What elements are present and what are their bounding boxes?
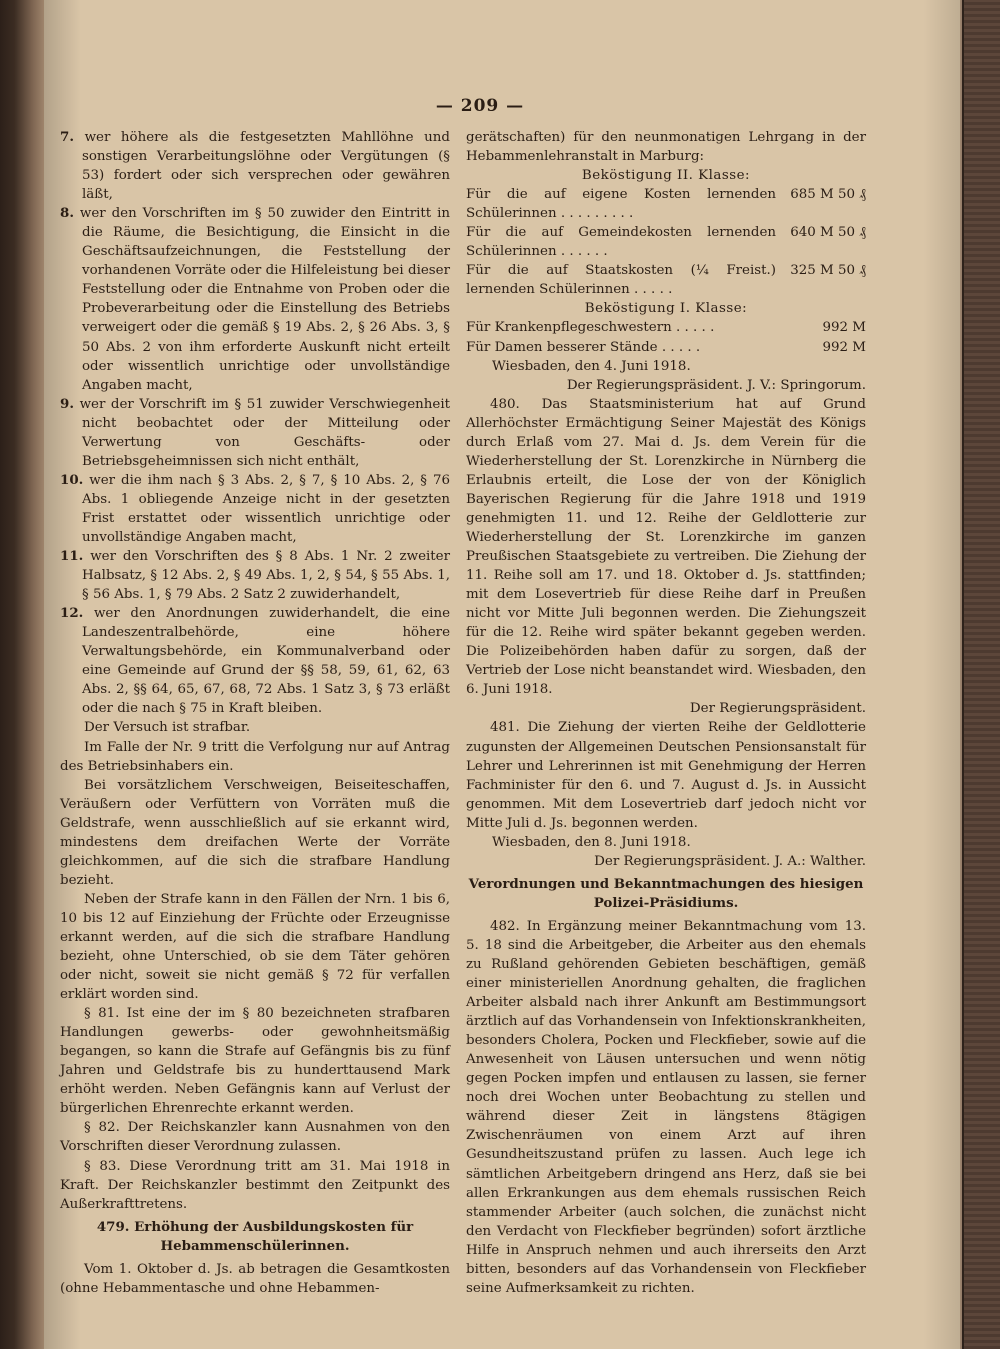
date-line: Wiesbaden, den 8. Juni 1918. — [492, 834, 691, 850]
page-number: — 209 — — [435, 96, 525, 116]
notice-481: 481. Die Ziehung der vierten Reihe der Geldlotterie zugunsten der Allgemeinen Deutschen Pensionsanstalt für Lehrer und Lehrerinnen ist mit Genehmigung der Herren Fachminister für den 6. und 7. August d. Js. in Aussicht genommen. Mit dem Losevertrieb darf jedoch nicht vor Mitte Juli d. Js. begonnen werden. — [466, 720, 866, 831]
fee-row — [466, 318, 866, 337]
fee-amount: 992 M — [822, 320, 866, 336]
item-number: 11. — [60, 548, 84, 565]
paragraph: § 81. Ist eine der im § 80 bezeichneten strafbaren Handlungen gewerbs- oder gewohnheitsmäßig begangen, so kann die Strafe auf Gefängnis bis zu fünf Jahren und Geldstrafe bis zu hunderttausend Mark erhöht werden. Neben Gefängnis kann auf Verlust der bürgerlichen Ehrenrechte erkannt werden. — [60, 1006, 450, 1117]
paragraph: § 82. Der Reichskanzler kann Ausnahmen von den Vorschriften dieser Verordnung zulassen. — [60, 1120, 450, 1155]
fee-row — [466, 185, 866, 223]
list-item — [60, 128, 450, 204]
item-text: wer den Anordnungen zuwiderhandelt, die eine Landeszentralbehörde, eine höhere Verwaltungsbehörde, ein Kommunalverband oder eine Gemeinde auf Grund der §§ 58, 59, 61, 62, 63 Abs. 2, §§ 64, 65, 67, 68, 72 Abs. 1 Satz 3, § 73 erläßt oder die nach § 75 in Kraft bleiben. — [82, 606, 450, 717]
fee-label: Für Damen besserer Stände . . . . . — [466, 339, 701, 355]
date-line: Wiesbaden, den 4. Juni 1918. — [492, 358, 691, 374]
notice-482: 482. In Ergänzung meiner Bekanntmachung vom 13. 5. 18 sind die Arbeitgeber, die Arbeiter aus den ehemals zu Rußland gehörenden Gebieten beschäftigen, gemäß einer ministeriellen Anordnung gehalten, die fraglichen Arbeiter alsbald nach ihrer Ankunft am Bestimmungsort ärztlich auf das Vorhandensein von Infektionskrankheiten, besonders Cholera, Pocken und Fleckfieber, sowie auf die Anwesenheit von Läusen untersuchen und wenn nötig gegen Pocken impfen und entlausen zu lassen, sie ferner noch drei Wochen unter Beobachtung zu stellen und während dieser Zeit in längstens 8tägigen Zwischenräumen von einem Arzt auf ihren Gesundheitszustand prüfen zu lassen. Auch lege ich sämtlichen Arbeitgebern dringend ans Herz, daß sie bei allen Erkrankungen aus dem ehemals russischen Reich stammender Arbeiter (auch solchen, die zunächst nicht den Verdacht von Fleckfieber begründen) sofort ärztliche Hilfe in Anspruch nehmen und auch ihrerseits den Arzt bitten, besonders auf das Vorhandensein von Fleckfieber seine Aufmerksamkeit zu richten. — [466, 918, 866, 1296]
fee-row — [466, 223, 866, 261]
item-text: wer die ihm nach § 3 Abs. 2, § 7, § 10 Abs. 2, § 76 Abs. 1 obliegende Anzeige nicht in der gesetzten Frist erstattet oder wissentlich unrichtige oder unvollständige Angaben macht, — [82, 472, 450, 545]
board-class-2-heading: Beköstigung II. Klasse: — [581, 168, 751, 184]
fee-amount: 325 M 50 ₰ — [790, 263, 866, 279]
item-number: 9. — [60, 395, 74, 412]
item-text: wer den Vorschriften des § 8 Abs. 1 Nr. 2 zweiter Halbsatz, § 12 Abs. 2, § 49 Abs. 1, 2, § 54, § 55 Abs. 1, § 56 Abs. 1, § 79 Abs. 2 Satz 2 zuwiderhandelt, — [82, 549, 450, 603]
board-class-1-heading: Beköstigung I. Klasse: — [584, 301, 748, 317]
notice-479-heading: 479. Erhöhung der Ausbildungskosten für Hebammenschülerinnen. — [96, 1218, 414, 1254]
signature: Der Regierungspräsident. J. V.: Springorum. — [566, 377, 866, 393]
list-item — [60, 604, 450, 718]
paragraph: Der Versuch ist strafbar. — [84, 720, 251, 736]
left-page-edge — [0, 0, 48, 1349]
notice-480: 480. Das Staatsministerium hat auf Grund Allerhöchster Ermächtigung Seiner Majestät des Königs durch Erlaß vom 27. Mai d. Js. dem Verein für die Wiederherstellung der St. Lorenzkirche in Nürnberg die Erlaubnis erteilt, die Lose der von der Königlich Bayerischen Regierung für die Jahre 1918 und 1919 genehmigten 11. und 12. Reihe der Geldlotterie zur Wiederherstellung der St. Lorenzkirche im ganzen Preußischen Staatsgebiete zu vertreiben. Die Ziehung der 11. Reihe soll am 17. und 18. Oktober d. Js. stattfinden; mit dem Losevertrieb für diese Reihe darf in Preußen nicht vor Mitte Juli begonnen werden. Die Ziehungszeit für die 12. Reihe wird später bekannt gegeben werden. Die Polizeibehörden haben dafür zu sorgen, daß der Vertrieb der Lose nicht beanstandet wird. Wiesbaden, den 6. Juni 1918. — [466, 396, 866, 698]
fee-amount: 685 M 50 ₰ — [790, 187, 866, 203]
fee-row — [466, 338, 866, 357]
list-item — [60, 471, 450, 547]
item-number: 10. — [60, 471, 84, 488]
fee-row — [466, 261, 866, 299]
section-heading: Verordnungen und Bekanntmachungen des hiesigen Polizei-Präsidiums. — [468, 875, 864, 911]
notice-479-continuation: gerätschaften) für den neunmonatigen Lehrgang in der Hebammenlehranstalt in Marburg: — [466, 130, 866, 165]
left-column — [60, 128, 450, 1298]
paragraph: § 83. Diese Verordnung tritt am 31. Mai 1918 in Kraft. Der Reichskanzler bestimmt den Zeitpunkt des Außerkrafttretens. — [60, 1158, 450, 1212]
notice-479-text: Vom 1. Oktober d. Js. ab betragen die Gesamtkosten (ohne Hebammentasche und ohne Hebammen- — [60, 1261, 450, 1296]
paragraph: Neben der Strafe kann in den Fällen der Nrn. 1 bis 6, 10 bis 12 auf Einziehung der Früchte oder Erzeugnisse erkannt werden, auf die sich die strafbare Handlung bezieht, ohne Unterschied, ob sie dem Täter gehören oder nicht, soweit sie nicht gemäß § 72 für verfallen erklärt worden sind. — [60, 891, 450, 1003]
book-spine — [962, 0, 1000, 1349]
list-item — [60, 204, 450, 394]
fee-label: Für die auf eigene Kosten lernenden Schülerinnen . . . . . . . . . — [466, 187, 776, 222]
list-item — [60, 395, 450, 471]
fee-label: Für Krankenpflegeschwestern . . . . . — [466, 320, 715, 336]
fee-amount: 640 M 50 ₰ — [790, 225, 866, 241]
fee-amount: 992 M — [822, 339, 866, 355]
fee-label: Für die auf Staatskosten (¼ Freist.) lernenden Schülerinnen . . . . . — [466, 263, 776, 298]
list-item — [60, 547, 450, 604]
item-number: 8. — [60, 205, 74, 222]
signature: Der Regierungspräsident. — [689, 701, 866, 717]
item-number: 12. — [60, 605, 84, 622]
paragraph: Im Falle der Nr. 9 tritt die Verfolgung nur auf Antrag des Betriebsinhabers ein. — [60, 739, 450, 774]
item-text: wer höhere als die festgesetzten Mahllöhne und sonstigen Verarbeitungslöhne oder Vergütungen (§ 53) fordert oder sich versprechen oder gewähren läßt, — [82, 130, 450, 203]
signature: Der Regierungspräsident. J. A.: Walther. — [594, 853, 866, 869]
item-text: wer der Vorschrift im § 51 zuwider Verschwiegenheit nicht beobachtet oder der Mitteilung oder Verwertung von Geschäfts- oder Betriebsgeheimnissen sich nicht enthält, — [79, 396, 450, 469]
item-text: wer den Vorschriften im § 50 zuwider den Eintritt in die Räume, die Besichtigung, die Einsicht in die Geschäftsaufzeichnungen, die Feststellung der vorhandenen Vorräte oder die Hilfeleistung bei dieser Feststellung oder die Entnahme von Proben oder die Probeverarbeitung oder die Einstellung des Betriebs verweigert oder die gemäß § 19 Abs. 2, § 26 Abs. 3, § 50 Abs. 2 von ihm erforderte Auskunft nicht erteilt oder wissentlich unrichtige oder unvollständige Angaben macht, — [79, 206, 450, 393]
fee-label: Für die auf Gemeindekosten lernenden Schülerinnen . . . . . . — [466, 225, 776, 260]
item-number: 7. — [60, 129, 74, 145]
paragraph: Bei vorsätzlichem Verschweigen, Beiseiteschaffen, Veräußern oder Verfüttern von Vorräten muß die Geldstrafe, wenn ausschließlich auf sie erkannt wird, mindestens dem dreifachen Werte der Vorräte gleichkommen, auf die sich die strafbare Handlung bezieht. — [60, 777, 450, 888]
right-column — [466, 128, 866, 1298]
